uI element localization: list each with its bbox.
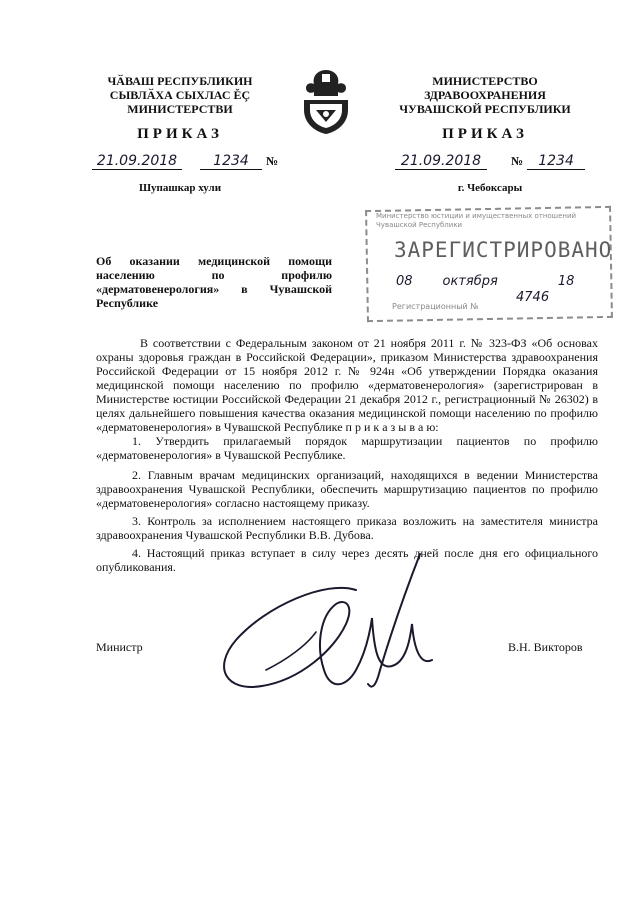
body-item-4: 4. Настоящий приказ вступает в силу через десять дней после дня его официального опубликования. [96,546,598,574]
city-left: Шупашкар хули [138,182,222,194]
stamp-top-line: Министерство юстиции и имущественных отношений Чувашской Республики [376,212,577,229]
subject-line-3: «дерматовенерология» в Чувашской [96,282,332,296]
left-number: 1234 [200,153,262,170]
header-right-line-1: МИНИСТЕРСТВО [432,74,538,88]
left-date: 21.09.2018 [92,153,182,170]
header-left-line-1: ЧӐВАШ РЕСПУБЛИКИН [107,74,253,88]
title-right: ПРИКАЗ [442,126,528,142]
left-date-number [92,152,292,170]
right-number: 1234 [527,153,585,170]
stamp-main-text: ЗАРЕГИСТРИРОВАНО [394,238,613,262]
body-preamble: В соответствии с Федеральным законом от 21 ноября 2011 г. № 323-ФЗ «Об основах охраны здоровья граждан в Российской Федерации», приказом Министерства здравоохранения Российской Федерации от 15 ноября 2012 г. № 924н «Об утверждении Порядка оказания медицинской помощи населению по профилю «дерматовенерология» (зарегистрирован в Министерстве юстиции Российской Федерации 21 декабря 2012 г., регистрационный № 26302) в целях дальнейшего повышения качества оказания медицинской помощи населению по профилю «дерматовенерология» в Чувашской Республике п р и к а з ы в а ю: [96,336,598,434]
subject-line-2: населению по профилю [96,268,332,282]
stamp-reg-number: 4746 [516,290,550,305]
header-right [390,74,580,116]
body-item-1: 1. Утвердить прилагаемый порядок маршрутизации пациентов по профилю «дерматовенерология» в Чувашской Республике. [96,434,598,462]
signature-position: Министр [96,640,143,654]
city-right: г. Чебоксары [457,182,523,194]
header-left [90,74,270,116]
stamp-date-day: 08 [396,274,413,289]
registration-stamp [366,208,612,320]
header-right-line-3: ЧУВАШСКОЙ РЕСПУБЛИКИ [399,102,571,116]
stamp-date-year: 18 [557,274,575,289]
subject-line-4: Республике [96,296,159,310]
handwritten-signature [196,520,456,720]
right-date-number [395,152,595,170]
subject-line-1: Об оказании медицинской помощи [96,254,332,268]
order-subject [96,254,332,310]
header-left-line-2: СЫВЛӐХА СЫХЛАС ĔÇ [109,88,251,102]
stamp-date-row [396,272,596,290]
body-item-3: 3. Контроль за исполнением настоящего приказа возложить на заместителя министра здравоохранения Чувашской Республики В.В. Дубова. [96,514,598,542]
right-date: 21.09.2018 [395,153,487,170]
right-number-sign: № [511,154,524,168]
header-left-line-3: МИНИСТЕРСТВИ [127,102,233,116]
stamp-reg-label: Регистрационный № [392,302,479,311]
title-left: ПРИКАЗ [137,126,223,142]
chuvash-emblem-icon [296,66,356,136]
signature-name: В.Н. Викторов [508,640,583,654]
body-item-2: 2. Главным врачам медицинских организаций, находящихся в ведении Министерства здравоохранения Чувашской Республики, обеспечить маршрутизацию пациентов по профилю «дерматовенерология» согласно настоящему приказу. [96,468,598,510]
header-right-line-2: ЗДРАВООХРАНЕНИЯ [424,88,546,102]
stamp-date-month: октября [442,274,498,289]
left-number-sign: № [266,154,279,168]
